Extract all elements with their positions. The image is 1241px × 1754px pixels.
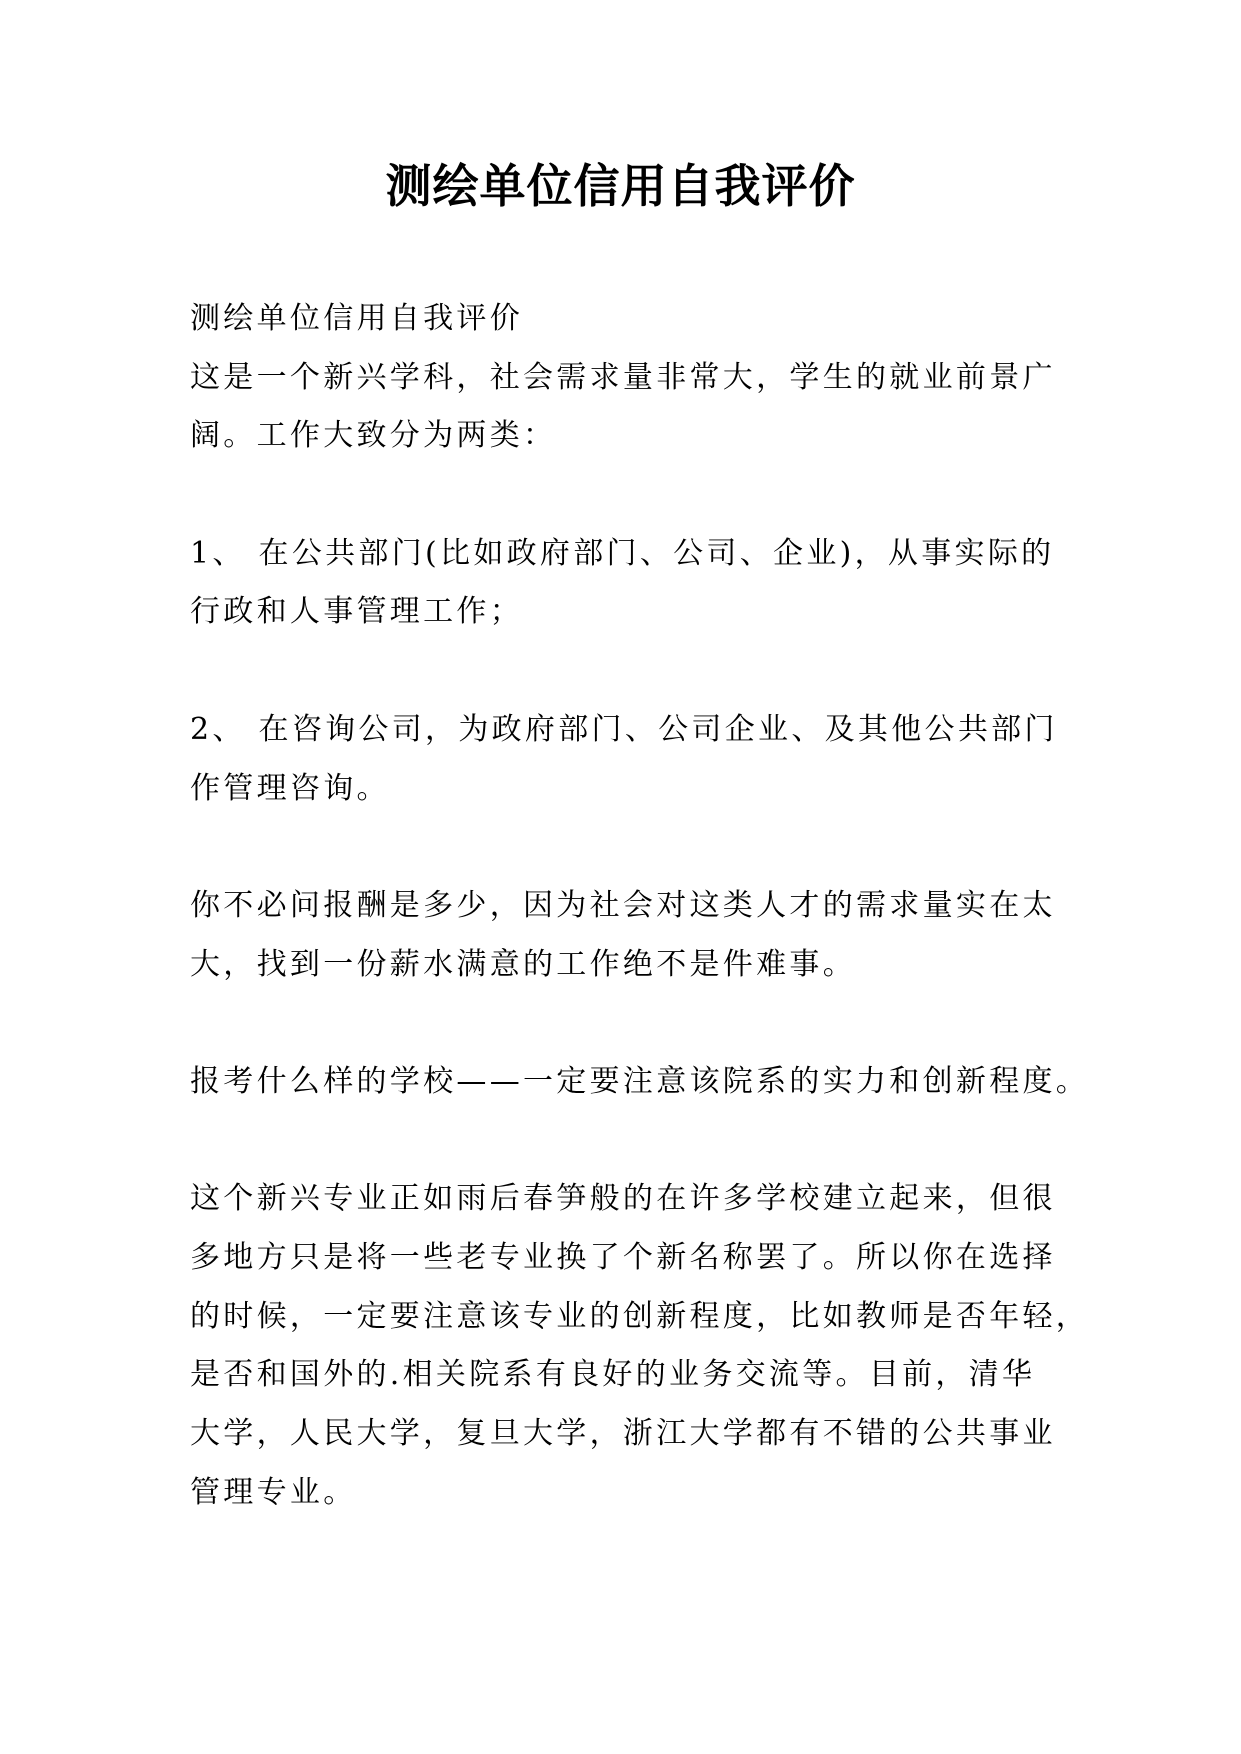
body-line: 管理专业。 [190,1474,357,1510]
paragraph-intro [190,290,1190,466]
document-body [190,290,1190,1522]
body-line: 1、 在公共部门(比如政府部门、公司、企业)，从事实际的 [190,535,1055,571]
body-line: 测绘单位信用自我评价 [190,301,523,336]
body-line: 大学，人民大学，复旦大学，浙江大学都有不错的公共事业 [190,1416,1056,1452]
body-line: 阔。工作大致分为两类： [190,418,557,454]
body-line: 行政和人事管理工作； [190,594,523,630]
paragraph-item-2 [190,701,1190,818]
body-line: 多地方只是将一些老专业换了个新名称罢了。所以你在选择 [190,1240,1056,1275]
body-line: 报考什么样的学校——一定要注意该院系的实力和创新程度。 [190,1063,1090,1099]
paragraph-item-1 [190,525,1190,642]
body-line: 这是一个新兴学科，社会需求量非常大，学生的就业前景广 [190,359,1056,395]
body-line: 2、 在咨询公司，为政府部门、公司企业、及其他公共部门 [190,711,1058,747]
body-line: 这个新兴专业正如雨后春笋般的在许多学校建立起来，但很 [190,1181,1056,1217]
paragraph-salary [190,877,1190,994]
body-line: 是否和国外的.相关院系有良好的业务交流等。目前，清华 [190,1357,1036,1393]
body-line: 的时候，一定要注意该专业的创新程度，比如教师是否年轻， [190,1298,1090,1334]
document-title: 测绘单位信用自我评价 [385,159,856,213]
body-line: 大，找到一份薪水满意的工作绝不是件难事。 [190,946,856,982]
body-line: 你不必问报酬是多少，因为社会对这类人才的需求量实在太 [190,887,1056,923]
paragraph-new-major [190,1170,1190,1522]
paragraph-school-choice [190,1053,1190,1112]
body-line: 作管理咨询。 [190,770,390,806]
